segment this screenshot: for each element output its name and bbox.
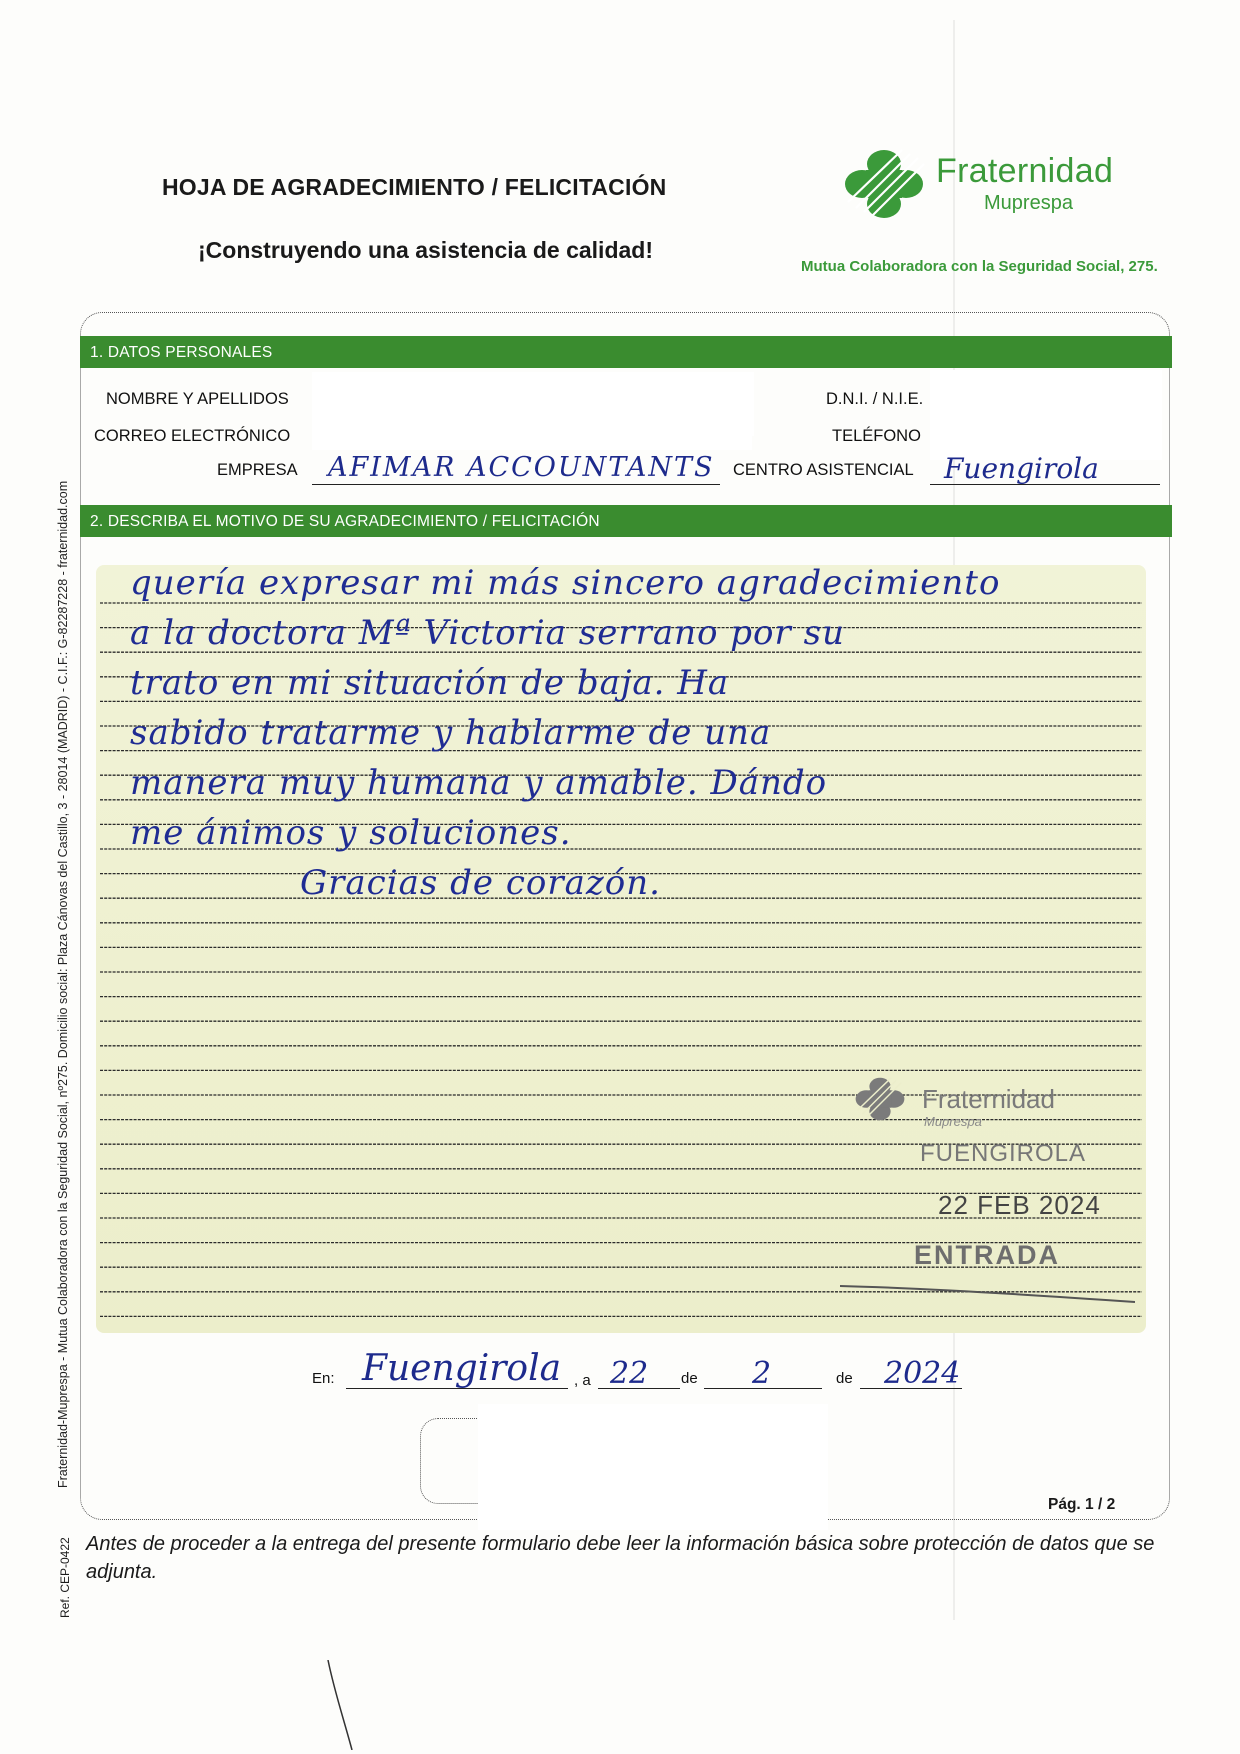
- message-line: manera muy humana y amable. Dándo: [130, 763, 828, 803]
- stamp-pen-stroke: [840, 1282, 1135, 1304]
- label-phone: TELÉFONO: [832, 427, 921, 445]
- page-title: HOJA DE AGRADECIMIENTO / FELICITACIÓN: [162, 174, 667, 200]
- brand-logo: [836, 148, 1136, 228]
- stamp-date: 22 FEB 2024: [938, 1190, 1101, 1220]
- brand-sub: Muprespa: [984, 192, 1073, 214]
- section-personal-data-header: 1. DATOS PERSONALES: [80, 336, 1172, 368]
- message-line: quería expresar mi más sincero agradecimiento: [130, 563, 1001, 603]
- stamp-logo-icon: [850, 1076, 910, 1122]
- label-center: CENTRO ASISTENCIAL: [733, 461, 914, 479]
- day-value: 22: [610, 1356, 649, 1391]
- message-line: a la doctora Mª Victoria serrano por su: [130, 613, 845, 653]
- label-de-year: de: [836, 1370, 853, 1387]
- message-line: me ánimos y soluciones.: [130, 813, 572, 853]
- label-a: , a: [574, 1372, 591, 1389]
- label-name: NOMBRE Y APELLIDOS: [106, 390, 289, 408]
- page-subtitle: ¡Construyendo una asistencia de calidad!: [198, 237, 653, 263]
- label-company: EMPRESA: [217, 461, 298, 479]
- company-value: AFIMAR ACCOUNTANTS: [328, 452, 715, 483]
- redacted-signature: [478, 1404, 828, 1530]
- stray-pen-mark: [326, 1660, 356, 1750]
- stamp-entrada: ENTRADA: [914, 1240, 1060, 1270]
- place-value: Fuengirola: [362, 1348, 562, 1389]
- message-line: sabido tratarme y hablarme de una: [130, 713, 772, 753]
- label-en: En:: [312, 1370, 335, 1387]
- stamp-city: FUENGIROLA: [920, 1140, 1087, 1167]
- month-value: 2: [752, 1356, 772, 1391]
- privacy-notice: Antes de proceder a la entrega del presente formulario debe leer la información básica sobre protección de datos que se adjunta.: [86, 1533, 1155, 1583]
- company-field-line: [312, 484, 720, 485]
- stamp-brand-sub: Muprespa: [924, 1114, 982, 1129]
- year-value: 2024: [884, 1356, 961, 1391]
- redacted-email-field: [312, 420, 752, 450]
- center-value: Fuengirola: [944, 452, 1099, 485]
- section-reason-header: 2. DESCRIBA EL MOTIVO DE SU AGRADECIMIENTO / FELICITACIÓN: [80, 505, 1172, 537]
- message-line: trato en mi situación de baja. Ha: [130, 663, 730, 703]
- label-dni: D.N.I. / N.I.E.: [826, 390, 924, 408]
- form-reference: Ref. CEP-0422: [58, 1537, 72, 1618]
- legal-side-text: Fraternidad-Muprespa - Mutua Colaboradora con la Seguridad Social, nº275. Domicilio social: Plaza Cánovas del Castillo, 3 - 28014 (MADRID) - C.I.F.: G-82287228 - fraternidad.com: [56, 480, 70, 1488]
- brand-tagline: Mutua Colaboradora con la Seguridad Social, 275.: [801, 258, 1158, 275]
- stamp-brand-name: Fraternidad: [922, 1084, 1055, 1114]
- fraternidad-cross-logo-icon: [836, 148, 932, 220]
- message-line: Gracias de corazón.: [300, 863, 661, 903]
- brand-name: Fraternidad: [936, 152, 1114, 190]
- page-number: Pág. 1 / 2: [1048, 1496, 1116, 1513]
- reception-stamp: [850, 1072, 1110, 1282]
- label-email: CORREO ELECTRÓNICO: [94, 427, 291, 445]
- redacted-dni-field: [930, 370, 1162, 460]
- label-de-month: de: [681, 1370, 698, 1387]
